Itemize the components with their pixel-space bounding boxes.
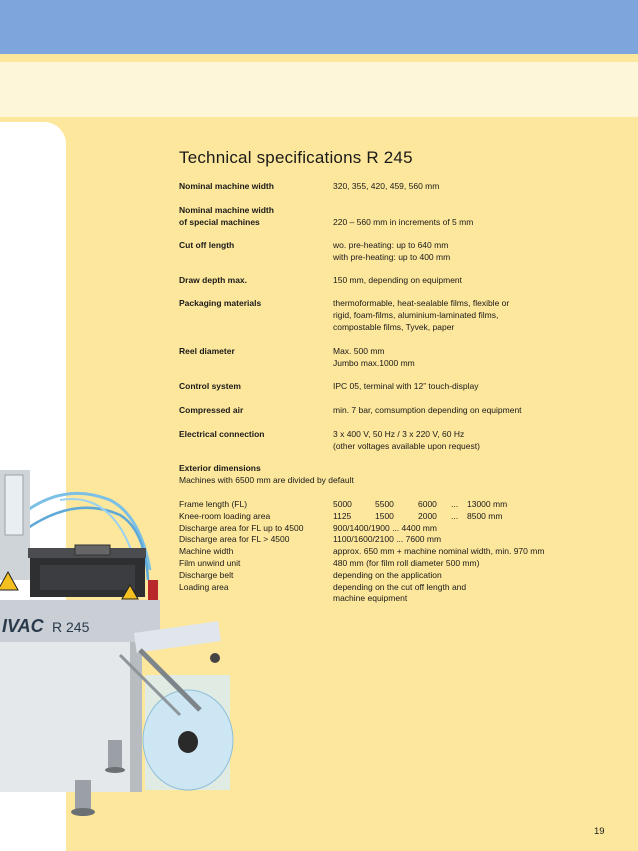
- spec-value-line: 150 mm, depending on equipment: [333, 275, 463, 285]
- exterior-label: Loading area: [179, 581, 229, 592]
- spec-value-line: wo. pre-heating: up to 640 mm: [333, 240, 449, 250]
- exterior-value: approx. 650 mm + machine nominal width, min. 970 mm: [333, 546, 545, 557]
- spec-value-line: 220 – 560 mm in increments of 5 mm: [333, 216, 474, 227]
- exterior-value-col: 8500 mm: [467, 510, 503, 521]
- spec-value: [333, 405, 613, 417]
- spec-value: [333, 240, 613, 264]
- spec-label-line: Nominal machine width: [179, 205, 274, 215]
- header-cream-band: [0, 62, 638, 117]
- spec-value-line: with pre-heating: up to 400 mm: [333, 251, 451, 262]
- spec-value: [333, 429, 613, 453]
- machine-brand-logo: IVAC: [2, 616, 44, 636]
- exterior-value-col: 1500: [375, 510, 394, 521]
- exterior-value-col: ...: [451, 499, 459, 509]
- exterior-value-col: 2000: [418, 510, 437, 521]
- spec-value-line: min. 7 bar, comsumption depending on equipment: [333, 405, 522, 415]
- exterior-value-col: 5500: [375, 499, 394, 509]
- exterior-value: 1100/1600/2100 ... 7600 mm: [333, 534, 442, 545]
- spec-label: [179, 205, 329, 229]
- spec-value-line: thermoformable, heat-sealable films, flexible or: [333, 298, 510, 308]
- spec-value: [333, 205, 613, 229]
- machine-model-label: R 245: [52, 619, 90, 635]
- spec-label-line: Electrical connection: [179, 429, 265, 439]
- spec-label: [179, 181, 329, 193]
- spec-value: [333, 275, 613, 287]
- spec-label-line: Nominal machine width: [179, 181, 274, 191]
- exterior-label: Discharge belt: [179, 569, 234, 580]
- spec-label-line: Draw depth max.: [179, 275, 248, 285]
- exterior-label: Discharge area for FL up to 4500: [179, 522, 304, 533]
- spec-value-line: 320, 355, 420, 459, 560 mm: [333, 181, 440, 191]
- spec-label: [179, 240, 329, 252]
- spec-value-line: 3 x 400 V, 50 Hz / 3 x 220 V, 60 Hz: [333, 429, 465, 439]
- exterior-value-col: 6000: [418, 499, 437, 509]
- exterior-value: depending on the application: [333, 569, 442, 580]
- spec-value: [333, 381, 613, 393]
- exterior-value: depending on the cut off length and: [333, 581, 467, 592]
- exterior-value: 900/1400/1900 ... 4400 mm: [333, 522, 437, 533]
- exterior-heading: Exterior dimensions: [179, 463, 261, 473]
- spec-label-line: of special machines: [179, 216, 260, 227]
- spec-value: [333, 181, 613, 193]
- spec-value-line: Jumbo max.1000 mm: [333, 357, 415, 368]
- exterior-value-col: 5000: [333, 499, 352, 509]
- exterior-value-col: ...: [451, 510, 459, 521]
- exterior-value: 480 mm (for film roll diameter 500 mm): [333, 558, 480, 568]
- page-number: 19: [594, 826, 605, 837]
- spec-label-line: Reel diameter: [179, 346, 235, 356]
- spec-label: [179, 275, 329, 287]
- exterior-value-col: 13000 mm: [467, 499, 508, 509]
- spec-value-line: compostable films, Tyvek, paper: [333, 321, 455, 332]
- exterior-label: Film unwind unit: [179, 558, 241, 568]
- spec-label: [179, 405, 329, 417]
- spec-label-line: Cut off length: [179, 240, 235, 250]
- spec-label: [179, 381, 329, 393]
- exterior-label: Knee-room loading area: [179, 510, 271, 521]
- page-title: Technical specifications R 245: [179, 148, 413, 167]
- spec-label-line: Control system: [179, 381, 241, 391]
- spec-label: [179, 298, 329, 310]
- spec-label-line: Packaging materials: [179, 298, 262, 308]
- exterior-label: Discharge area for FL > 4500: [179, 534, 290, 545]
- spec-value-line: IPC 05, terminal with 12” touch-display: [333, 381, 479, 391]
- exterior-label: Frame length (FL): [179, 499, 248, 509]
- exterior-value-col: 1125: [333, 510, 352, 521]
- spec-value-line: Max. 500 mm: [333, 346, 385, 356]
- exterior-label: Machine width: [179, 546, 234, 557]
- spec-value: [333, 298, 613, 333]
- exterior-note: Machines with 6500 mm are divided by default: [179, 475, 354, 485]
- spec-value: [333, 346, 613, 370]
- header-blue-band: [0, 0, 638, 54]
- spec-label: [179, 346, 329, 358]
- spec-value-line: [333, 205, 613, 217]
- spec-label-line: Compressed air: [179, 405, 244, 415]
- spec-label: [179, 429, 329, 441]
- exterior-value: machine equipment: [333, 593, 408, 604]
- spec-value-line: rigid, foam-films, aluminium-laminated films,: [333, 309, 499, 320]
- spec-value-line: (other voltages available upon request): [333, 440, 480, 451]
